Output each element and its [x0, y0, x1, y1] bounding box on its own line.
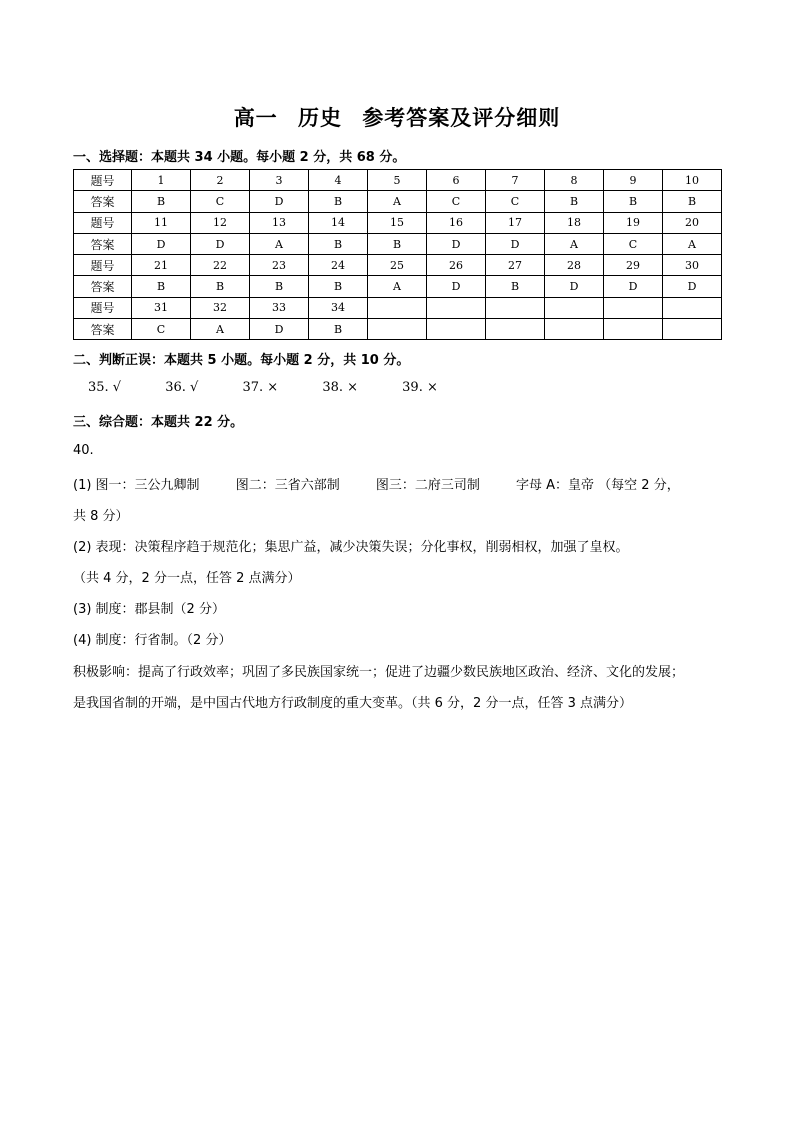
- row-label: 答案: [74, 276, 132, 297]
- judge-item: 36. √: [165, 380, 199, 395]
- table-cell: D: [191, 233, 250, 254]
- table-cell: [604, 319, 663, 340]
- table-cell: [663, 297, 722, 318]
- table-cell: 34: [309, 297, 368, 318]
- table-cell: D: [427, 233, 486, 254]
- table-cell: A: [368, 276, 427, 297]
- q1-part: 图三：二府三司制: [375, 478, 480, 493]
- table-cell: [663, 319, 722, 340]
- judge-item: 39. ×: [402, 380, 438, 395]
- table-cell: [427, 297, 486, 318]
- table-cell: 16: [427, 212, 486, 233]
- table-cell: D: [604, 276, 663, 297]
- table-cell: 13: [250, 212, 309, 233]
- table-cell: 19: [604, 212, 663, 233]
- table-cell: [604, 297, 663, 318]
- table-cell: [368, 319, 427, 340]
- table-cell: C: [486, 191, 545, 212]
- answer-q3: (3) 制度：郡县制（2 分）: [73, 602, 225, 617]
- page-title: [0, 102, 794, 132]
- impact-line: 积极影响：提高了行政效率；巩固了多民族国家统一；促进了边疆少数民族地区政治、经济、文化的发展；: [73, 665, 685, 680]
- section3-heading: 三、综合题：本题共 22 分。: [73, 415, 244, 430]
- answer-q4: (4) 制度：行省制。（2 分）: [73, 633, 232, 648]
- row-label: 题号: [74, 255, 132, 276]
- table-cell: 31: [132, 297, 191, 318]
- table-cell: D: [250, 191, 309, 212]
- table-cell: 21: [132, 255, 191, 276]
- answer-row: [74, 276, 722, 297]
- table-cell: 4: [309, 170, 368, 191]
- table-cell: B: [604, 191, 663, 212]
- q1-part: (1) 图一：三公九卿制: [73, 478, 200, 493]
- table-cell: 33: [250, 297, 309, 318]
- table-cell: 12: [191, 212, 250, 233]
- table-cell: 8: [545, 170, 604, 191]
- table-cell: B: [191, 276, 250, 297]
- table-cell: 9: [604, 170, 663, 191]
- table-cell: B: [309, 191, 368, 212]
- q1-part: 图二：三省六部制: [235, 478, 340, 493]
- q1-part: 字母 A：皇帝 （每空 2 分，: [516, 478, 680, 493]
- question-number-row: [74, 255, 722, 276]
- table-cell: B: [309, 276, 368, 297]
- judge-item: 35. √: [88, 380, 122, 395]
- table-cell: B: [309, 319, 368, 340]
- row-label: 答案: [74, 319, 132, 340]
- table-cell: [368, 297, 427, 318]
- table-cell: A: [191, 319, 250, 340]
- question-number-row: [74, 297, 722, 318]
- table-cell: D: [545, 276, 604, 297]
- answer-row: [74, 233, 722, 254]
- answer-row: [74, 319, 722, 340]
- table-cell: 22: [191, 255, 250, 276]
- table-cell: 11: [132, 212, 191, 233]
- table-cell: 29: [604, 255, 663, 276]
- title-subject: 历史: [298, 106, 342, 130]
- table-cell: [486, 319, 545, 340]
- table-cell: B: [545, 191, 604, 212]
- table-cell: 15: [368, 212, 427, 233]
- question-number: 40.: [73, 443, 94, 458]
- table-cell: D: [250, 319, 309, 340]
- table-cell: B: [250, 276, 309, 297]
- table-cell: B: [663, 191, 722, 212]
- table-cell: 7: [486, 170, 545, 191]
- table-cell: 17: [486, 212, 545, 233]
- table-cell: 20: [663, 212, 722, 233]
- table-cell: 32: [191, 297, 250, 318]
- answer-q1: [73, 474, 733, 493]
- table-cell: 3: [250, 170, 309, 191]
- row-label: 题号: [74, 170, 132, 191]
- table-cell: 5: [368, 170, 427, 191]
- table-cell: A: [250, 233, 309, 254]
- title-name: 参考答案及评分细则: [362, 106, 561, 130]
- table-cell: C: [604, 233, 663, 254]
- table-cell: B: [132, 191, 191, 212]
- judge-answers: [88, 380, 478, 395]
- table-cell: D: [132, 233, 191, 254]
- answer-q1-cont: 共 8 分）: [73, 509, 129, 524]
- table-cell: 26: [427, 255, 486, 276]
- table-cell: 28: [545, 255, 604, 276]
- table-cell: [545, 319, 604, 340]
- table-cell: 25: [368, 255, 427, 276]
- table-cell: C: [191, 191, 250, 212]
- row-label: 题号: [74, 297, 132, 318]
- table-cell: A: [368, 191, 427, 212]
- table-cell: B: [368, 233, 427, 254]
- table-cell: [486, 297, 545, 318]
- table-cell: 24: [309, 255, 368, 276]
- title-grade: 高一: [233, 106, 278, 130]
- table-cell: 18: [545, 212, 604, 233]
- judge-item: 37. ×: [242, 380, 279, 395]
- table-cell: 30: [663, 255, 722, 276]
- table-cell: A: [663, 233, 722, 254]
- answer-q2: (2) 表现：决策程序趋于规范化；集思广益，减少决策失误；分化事权，削弱相权，加强了皇权。: [73, 540, 629, 555]
- section1-heading: 一、选择题：本题共 34 小题。每小题 2 分，共 68 分。: [73, 150, 406, 165]
- table-cell: D: [427, 276, 486, 297]
- table-cell: B: [132, 276, 191, 297]
- table-cell: [427, 319, 486, 340]
- table-cell: B: [309, 233, 368, 254]
- row-label: 答案: [74, 233, 132, 254]
- table-cell: 14: [309, 212, 368, 233]
- question-number-row: [74, 170, 722, 191]
- impact-line: 是我国省制的开端，是中国古代地方行政制度的重大变革。（共 6 分，2 分一点，任答 3 点满分）: [73, 696, 632, 711]
- table-cell: D: [663, 276, 722, 297]
- table-cell: [545, 297, 604, 318]
- row-label: 答案: [74, 191, 132, 212]
- table-cell: 27: [486, 255, 545, 276]
- table-cell: B: [486, 276, 545, 297]
- table-cell: 6: [427, 170, 486, 191]
- question-number-row: [74, 212, 722, 233]
- table-cell: 1: [132, 170, 191, 191]
- table-cell: D: [486, 233, 545, 254]
- table-cell: C: [427, 191, 486, 212]
- answer-q2-note: （共 4 分，2 分一点，任答 2 点满分）: [73, 571, 301, 586]
- table-cell: 23: [250, 255, 309, 276]
- judge-item: 38. ×: [322, 380, 359, 395]
- answer-table-body: [74, 170, 722, 340]
- answer-row: [74, 191, 722, 212]
- table-cell: A: [545, 233, 604, 254]
- row-label: 题号: [74, 212, 132, 233]
- table-cell: C: [132, 319, 191, 340]
- answer-table: [73, 169, 722, 340]
- section2-heading: 二、判断正误：本题共 5 小题。每小题 2 分，共 10 分。: [73, 353, 410, 368]
- table-cell: 10: [663, 170, 722, 191]
- table-cell: 2: [191, 170, 250, 191]
